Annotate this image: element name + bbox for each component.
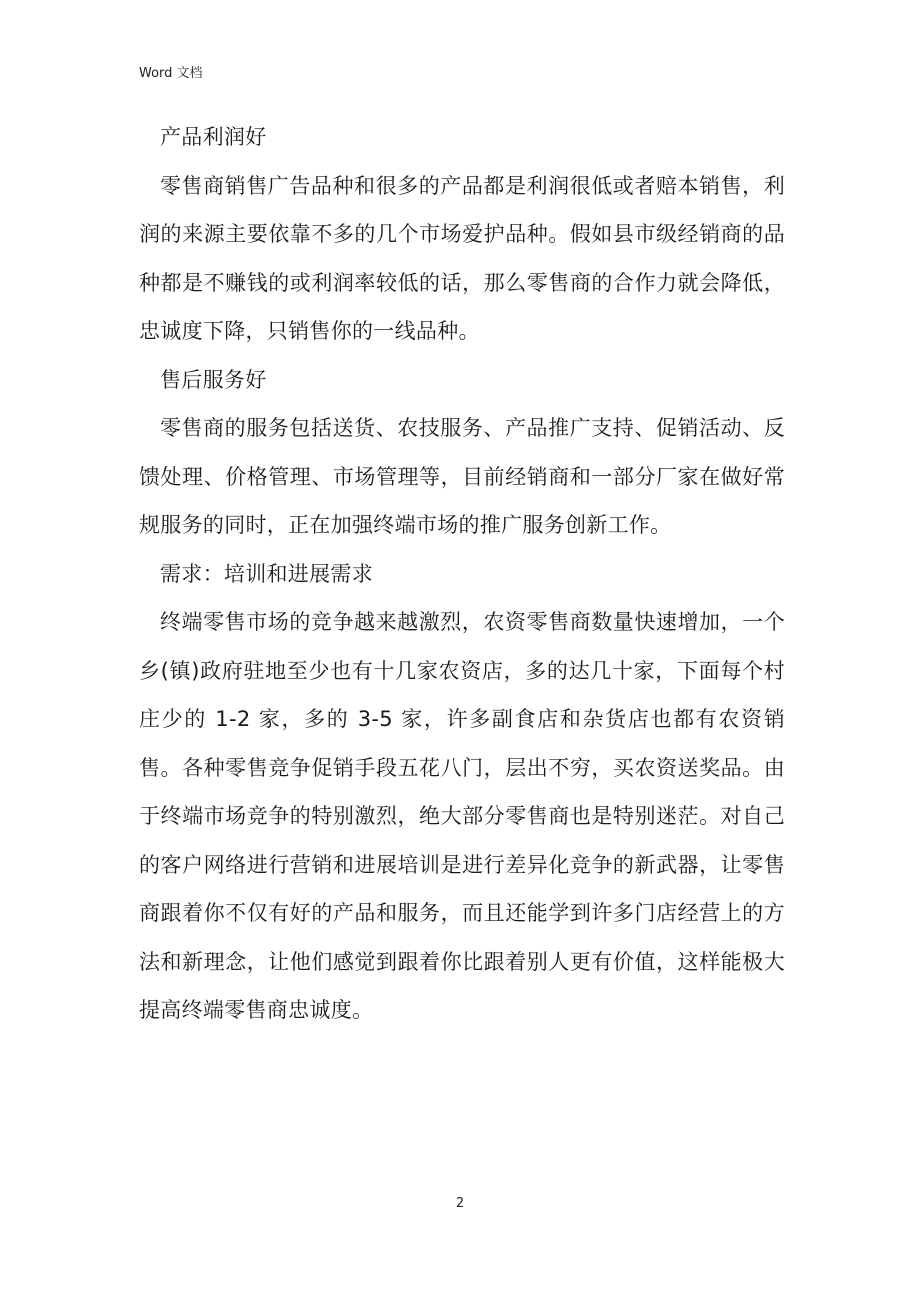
paragraph-service: 零售商的服务包括送货、农技服务、产品推广支持、促销活动、反馈处理、价格管理、市场管理等，目前经销商和一部分厂家在做好常规服务的同时，正在加强终端市场的推广服务创新工作。 (139, 416, 785, 537)
document-header-label: Word 文档 (139, 66, 203, 81)
section-heading-service: 售后服务好 (160, 367, 267, 392)
section-heading-training: 需求：培训和进展需求 (160, 561, 373, 586)
paragraph-profit: 零售商销售广告品种和很多的产品都是利润很低或者赔本销售，利润的来源主要依靠不多的几个市场爱护品种。假如县市级经销商的品种都是不赚钱的或利润率较低的话，那么零售商的合作力就会降低，忠诚度下降，只销售你的一线品种。 (139, 173, 785, 343)
page-number: 2 (455, 1196, 465, 1211)
paragraph-training: 终端零售市场的竞争越来越激烈，农资零售商数量快速增加，一个乡(镇)政府驻地至少也有十几家农资店，多的达几十家，下面每个村庄少的 1-2 家，多的 3-5 家，许多副食店和杂货店也都有农资销售。各种零售竞争促销手段五花八门，层出不穷，买农资送奖品。由于终端市场竞争的特别激烈，绝大部分零售商也是特别迷茫。对自己的客户网络进行营销和进展培训是进行差异化竞争的新武器，让零售商跟着你不仅有好的产品和服务，而且还能学到许多门店经营上的方法和新理念，让他们感觉到跟着你比跟着别人更有价值，这样能极大提高终端零售商忠诚度。 (139, 610, 785, 1022)
section-heading-profit: 产品利润好 (160, 125, 267, 149)
document-body (139, 113, 785, 1035)
